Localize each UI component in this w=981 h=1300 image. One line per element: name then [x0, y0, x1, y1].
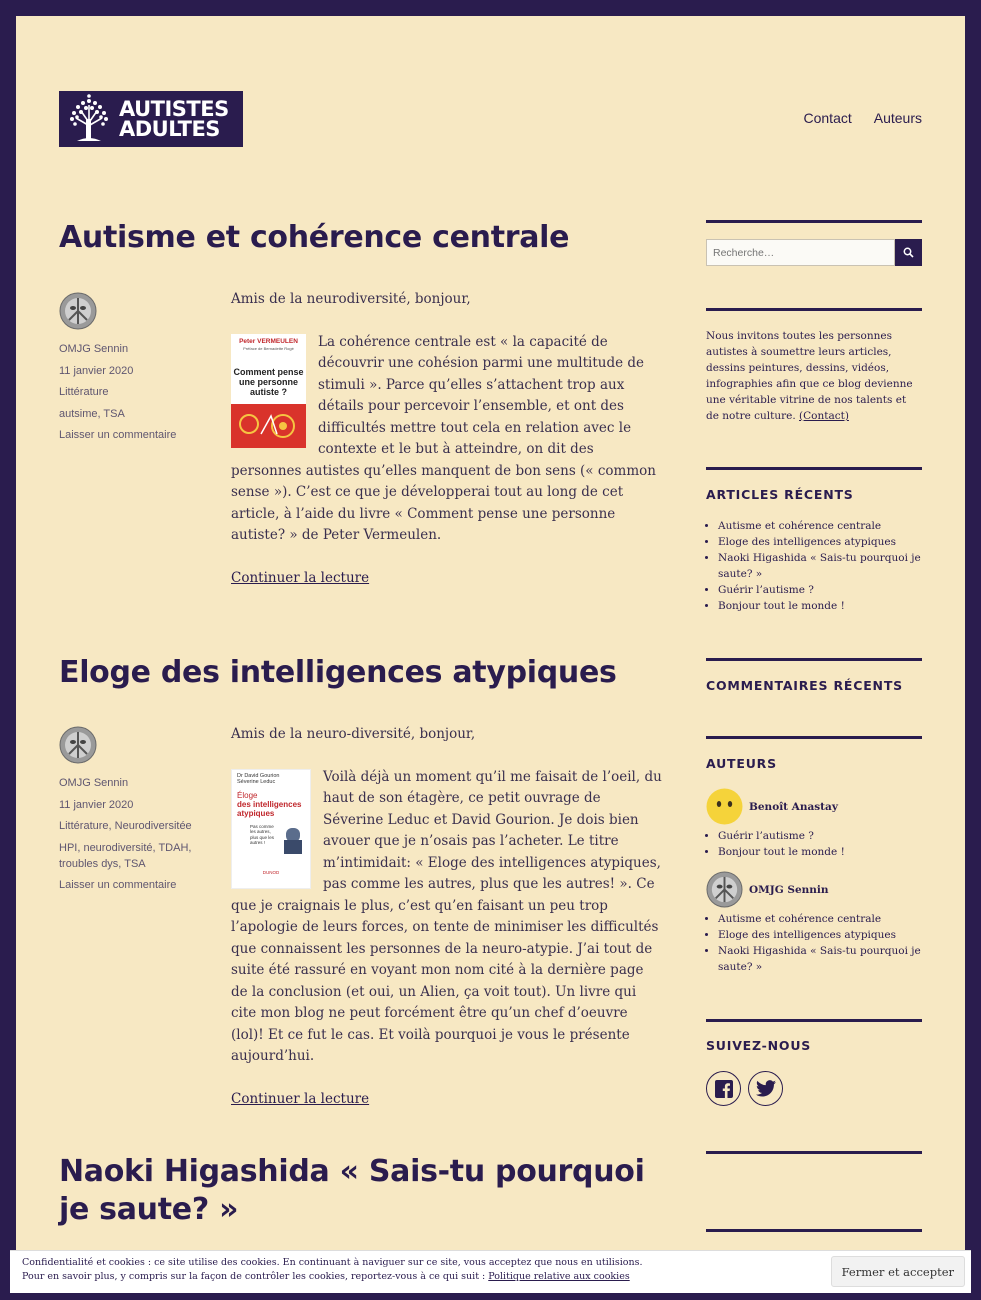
author-avatar	[706, 871, 743, 908]
close-accept-button[interactable]: Fermer et accepter	[831, 1256, 965, 1287]
cookie-line-2	[22, 1270, 822, 1284]
widget-divider	[706, 1151, 922, 1154]
continue-reading-link[interactable]: Continuer la lecture	[231, 1090, 370, 1107]
post-title[interactable]: Autisme et cohérence centrale	[59, 220, 570, 255]
post-title[interactable]: Eloge des intelligences atypiques	[59, 655, 617, 690]
search-icon	[903, 247, 914, 258]
follow-us-title: SUIVEZ-NOUS	[706, 1038, 812, 1053]
author-name[interactable]: OMJG Sennin	[749, 883, 829, 896]
author-posts-list	[706, 828, 934, 860]
author-post-link[interactable]: • Naoki Higashida « Sais-tu pourquoi je saute? »	[718, 943, 934, 975]
continue-reading-link[interactable]: Continuer la lecture	[231, 569, 370, 586]
recent-post-link[interactable]: • Bonjour tout le monde !	[718, 598, 934, 614]
post-content	[231, 289, 663, 589]
book-authors: Dr David Gourion Séverine Leduc	[237, 772, 280, 785]
post-date[interactable]: 11 janvier 2020	[59, 798, 134, 811]
post-excerpt: La cohérence centrale est « la capacité de découvrir une cohésion parmi une multitude de stimuli ». Parce qu’elles s’attachent trop aux détails pour percevoir l’ensemble, et ont des difficultés mettre tout cela en relation avec le contexte et le but à atteindre, on dit des personnes autistes qu’elles manquent de bon sens (« common sense »). C’est ce que je développerai tout au long de cet article, à l’aide du livre « Comment pense une personne autiste? » de Peter Vermeulen.	[231, 333, 656, 543]
logo-line-2: ADULTES	[119, 117, 220, 141]
facebook-link[interactable]	[706, 1071, 741, 1106]
recent-posts-list	[706, 518, 934, 614]
recent-post-link[interactable]: • Guérir l’autisme ?	[718, 582, 934, 598]
book-author: Peter VERMEULEN	[239, 337, 298, 345]
author-avatar[interactable]	[59, 726, 97, 764]
logo-line-1: AUTISTES	[119, 97, 229, 121]
widget-divider	[706, 308, 922, 311]
intro-contact-link[interactable]: (Contact)	[799, 410, 849, 422]
recent-post-link[interactable]: • Autisme et cohérence centrale	[718, 518, 934, 534]
widget-divider	[706, 1019, 922, 1022]
post-date[interactable]: 11 janvier 2020	[59, 364, 134, 377]
recent-post-link[interactable]: • Eloge des intelligences atypiques	[718, 534, 934, 550]
recent-post-link[interactable]: • Naoki Higashida « Sais-tu pourquoi je saute? »	[718, 550, 934, 582]
author-post-link[interactable]: • Autisme et cohérence centrale	[718, 911, 934, 927]
post-content	[231, 724, 663, 1110]
book-preface: Préface de Bernadette Rogé	[243, 345, 294, 351]
cookie-text	[22, 1256, 822, 1284]
intro-text: Nous invitons toutes les personnes autistes à soumettre leurs articles, dessins peintures, dessins, vidéos, infographies afin que ce blog devienne une véritable vitrine de nos talents et de notre culture.	[706, 330, 913, 422]
author-avatar[interactable]	[59, 292, 97, 330]
post-author[interactable]: OMJG Sennin	[59, 777, 129, 789]
post-categories[interactable]: Littérature	[59, 386, 109, 398]
widget-divider	[706, 658, 922, 661]
book-cover-vermeulen	[231, 334, 306, 448]
widget-divider	[706, 467, 922, 470]
book-publisher: DUNOD	[262, 870, 280, 875]
authors-title: AUTEURS	[706, 756, 777, 771]
post-excerpt: Voilà déjà un moment qu’il me faisait de l’oeil, du haut de son étagère, ce petit ouvrage de Séverine Leduc et David Gourion. Je dois bien avouer que je n’osais pas l’acheter. Le titre m’intimidait: « Eloge des intelligences atypiques, pas comme les autres, plus que les autres! ». Ce que je craignais le plus, c’est qu’en faisant un peu trop l’apologie de leurs forces, on tente de minimiser les difficultés que connaissent les personnes de la neuro-atypie. J’ai tout de suite été rassuré en voyant mon nom cité à la dernière page de la conclusion (et oui, un Alien, ça voit tout). Un livre qui cite mon blog ne peut forcément être qu’un chef d’oeuvre (lol)! Et ce fut le cas. Et voilà pourquoi je vous le présente aujourd’hui.	[231, 768, 662, 1064]
book-title-1: Éloge	[237, 790, 258, 800]
widget-divider	[706, 220, 922, 223]
widget-divider	[706, 1229, 922, 1232]
book-title: Comment pense une personne autiste ?	[233, 366, 304, 397]
post-comment-link[interactable]: Laisser un commentaire	[59, 879, 177, 891]
post-greeting: Amis de la neuro-diversité, bonjour,	[231, 726, 476, 742]
book-illustration	[231, 404, 306, 448]
post-author[interactable]: OMJG Sennin	[59, 343, 129, 355]
post-tags[interactable]: HPI, neurodiversité, TDAH, troubles dys, TSA	[59, 841, 192, 870]
post-title[interactable]: Naoki Higashida « Sais-tu pourquoi je saute? »	[59, 1154, 645, 1227]
book-tagline: Pas comme les autres, plus que les autres !	[250, 823, 275, 845]
book-cover-eloge	[231, 769, 311, 889]
author-posts-list	[706, 911, 934, 975]
author-post-link[interactable]: • Guérir l’autisme ?	[718, 828, 934, 844]
book-title-2: des intelligences atypiques	[237, 799, 302, 818]
post-greeting: Amis de la neurodiversité, bonjour,	[231, 291, 471, 307]
cookie-line-2-text: Pour en savoir plus, y compris sur la façon de contrôler les cookies, reportez-vous à ce qui suit :	[22, 1271, 486, 1282]
cookie-line-1: Confidentialité et cookies : ce site utilise des cookies. En continuant à naviguer sur ce site, vous acceptez que nous en utilisions.	[22, 1257, 643, 1268]
post-categories[interactable]: Littérature, Neurodiversitée	[59, 820, 192, 832]
site-logo[interactable]	[59, 91, 243, 147]
social-links	[706, 1071, 783, 1106]
twitter-icon	[756, 1080, 776, 1097]
facebook-icon	[715, 1080, 733, 1098]
book-figure-icon	[282, 826, 304, 854]
intro-widget	[706, 328, 922, 424]
post-comment-link[interactable]: Laisser un commentaire	[59, 429, 177, 441]
search-input[interactable]	[706, 239, 895, 266]
page	[16, 16, 965, 1284]
author-post-link[interactable]: • Bonjour tout le monde !	[718, 844, 934, 860]
author-entry[interactable]	[706, 788, 838, 825]
recent-comments-title: COMMENTAIRES RÉCENTS	[706, 678, 903, 693]
author-entry[interactable]	[706, 871, 829, 908]
nav-auteurs[interactable]: Auteurs	[873, 110, 922, 126]
tree-logo-icon	[59, 91, 119, 147]
post-meta	[59, 292, 199, 449]
post-tags[interactable]: autsime, TSA	[59, 407, 125, 420]
author-name[interactable]: Benoît Anastay	[749, 800, 838, 813]
post-meta	[59, 726, 199, 899]
logo-text	[119, 99, 229, 139]
twitter-link[interactable]	[748, 1071, 783, 1106]
cookie-policy-link[interactable]: Politique relative aux cookies	[488, 1271, 630, 1282]
recent-posts-title: ARTICLES RÉCENTS	[706, 487, 854, 502]
widget-divider	[706, 736, 922, 739]
search-button[interactable]	[895, 239, 922, 266]
cookie-banner	[10, 1250, 971, 1293]
author-avatar-emoji	[706, 788, 743, 825]
search-form	[706, 239, 922, 266]
author-post-link[interactable]: • Eloge des intelligences atypiques	[718, 927, 934, 943]
main-nav	[804, 110, 923, 126]
nav-contact[interactable]: Contact	[803, 110, 852, 126]
